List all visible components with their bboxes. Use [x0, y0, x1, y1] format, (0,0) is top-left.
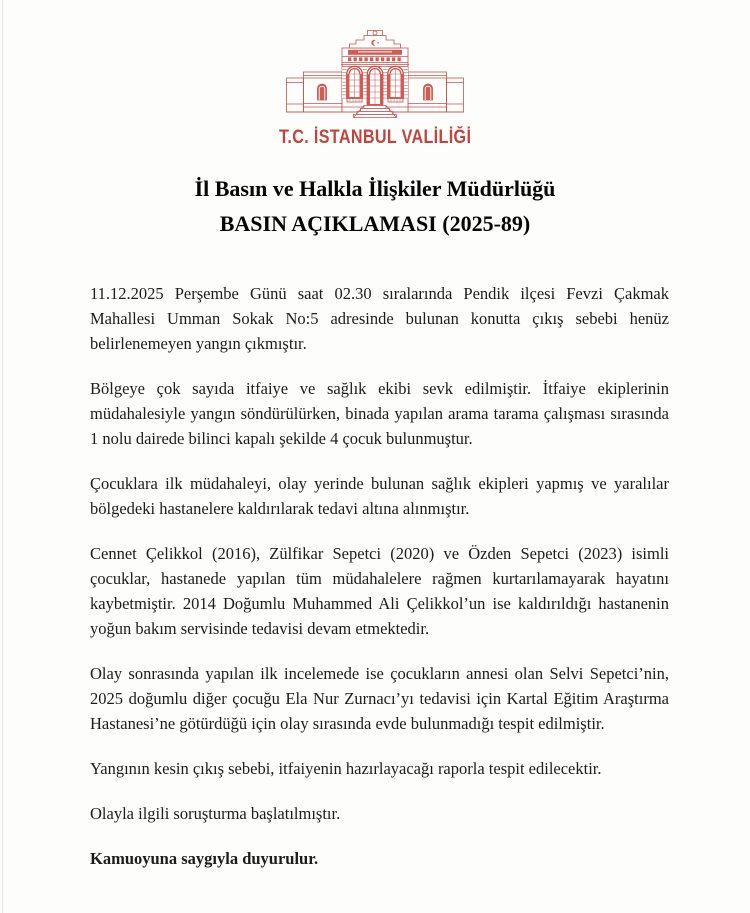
body-paragraph: Olayla ilgili soruşturma başlatılmıştır.	[90, 804, 341, 823]
press-release-title: BASIN AÇIKLAMASI (2025-89)	[219, 211, 531, 236]
logo-wordmark: T.C. İSTANBUL VALİLİĞİ	[278, 127, 472, 148]
logo-wordmark-row	[0, 127, 750, 150]
istanbul-governorship-building-icon	[280, 27, 470, 123]
closing-line: Kamuoyuna saygıyla duyurulur.	[90, 849, 319, 868]
body-paragraph: 11.12.2025 Perşembe Günü saat 02.30 sıralarında Pendik ilçesi Fevzi Çakmak Mahallesi Umman Sokak No:5 adresinde bulunan konutta çıkış sebebi henüz belirlenemeyen yangın çıkmıştır.	[90, 284, 669, 353]
department-title: İl Basın ve Halkla İlişkiler Müdürlüğü	[194, 176, 556, 201]
scan-edge-line	[2, 0, 3, 913]
body-paragraph: Çocuklara ilk müdahaleyi, olay yerinde bulunan sağlık ekipleri yapmış ve yaralılar bölgedeki hastanelere kaldırılarak tedavi altına alınmıştır.	[90, 474, 669, 518]
body-paragraph: Yangının kesin çıkış sebebi, itfaiyenin hazırlayacağı raporla tespit edilecektir.	[90, 759, 602, 778]
document-header	[0, 27, 750, 237]
body-paragraph: Bölgeye çok sayıda itfaiye ve sağlık ekibi sevk edilmiştir. İtfaiye ekiplerinin müdahalesiyle yangın söndürülürken, binada yapılan arama tarama çalışması sırasında 1 nolu dairede bilinci kapalı şekilde 4 çocuk bulunmuştur.	[90, 379, 669, 448]
press-release-body	[90, 281, 669, 871]
body-paragraph: Cennet Çelikkol (2016), Zülfikar Sepetci (2020) ve Özden Sepetci (2023) isimli çocuklar, hastanede yapılan tüm müdahalelere rağmen kurtarılamayarak hayatını kaybetmiştir. 2014 Doğumlu Muhammed Ali Çelikkol’un ise kaldırıldığı hastanenin yoğun bakım servisinde tedavisi devam etmektedir.	[90, 544, 669, 638]
body-paragraph: Olay sonrasında yapılan ilk incelemede ise çocukların annesi olan Selvi Sepetci’nin, 2025 doğumlu diğer çocuğu Ela Nur Zurnacı’yı tedavisi için Kartal Eğitim Araştırma Hastanesi’ne götürdüğü için olay sırasında evde bulunmadığı tespit edilmiştir.	[90, 664, 669, 733]
